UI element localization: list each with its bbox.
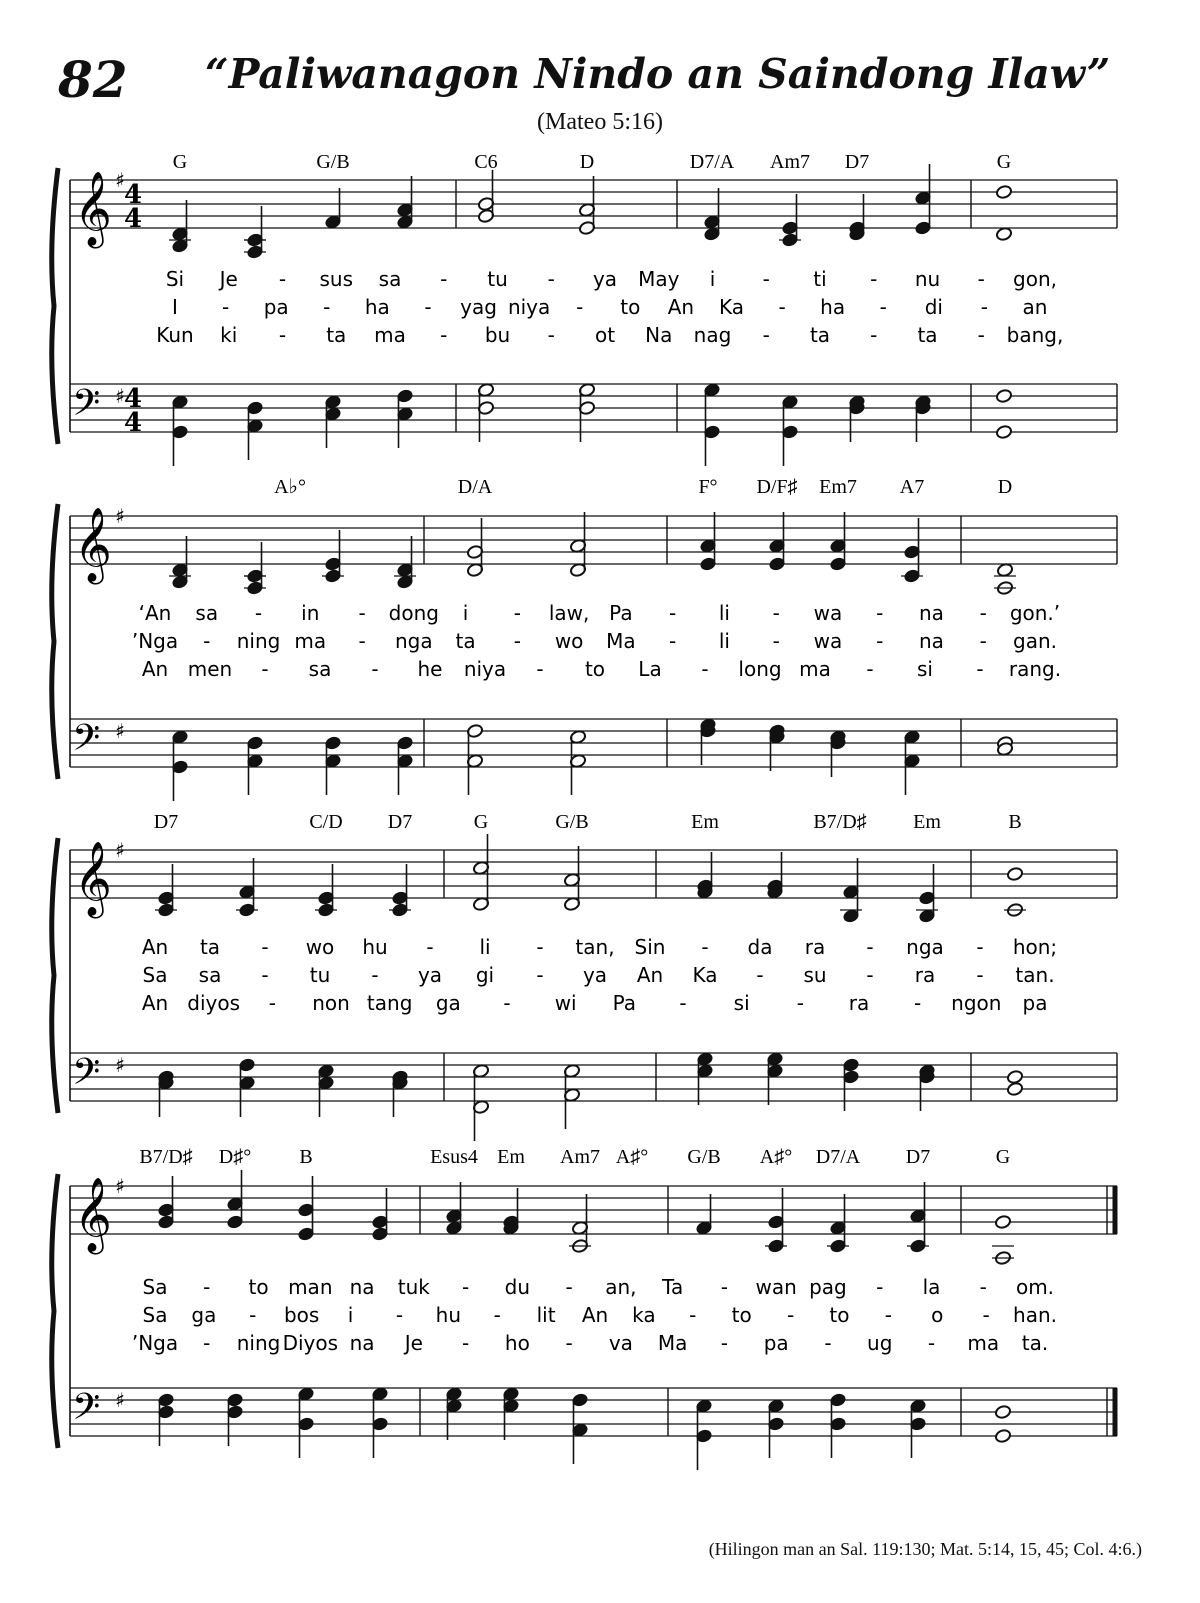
chord-symbol: D7 — [387, 811, 413, 833]
lyric-verse-3: - — [796, 991, 804, 1015]
lyric-verse-2: - — [778, 295, 786, 319]
bass-note-head — [1006, 1069, 1023, 1084]
lyric-verse-1: Ta — [662, 1275, 684, 1299]
lyric-verse-3: - — [440, 323, 448, 347]
lyric-verse-2: - — [424, 295, 432, 319]
chord-symbol: Em7 — [819, 476, 857, 498]
lyric-verse-2: wa — [813, 629, 843, 653]
chord-symbol: G/B — [555, 811, 589, 833]
chord-symbol: D7 — [844, 151, 870, 173]
lyric-verse-3: na — [349, 1331, 375, 1355]
lyric-verse-3: wi — [554, 991, 577, 1015]
lyric-verse-1: Je — [219, 267, 238, 291]
music-system-1 — [52, 151, 1117, 466]
treble-note-head — [995, 226, 1012, 241]
key-signature-sharp-icon: ♯ — [115, 504, 125, 528]
lyric-verse-2: - — [323, 295, 331, 319]
time-signature-top: 4 — [123, 180, 143, 210]
lyric-verse-2: to — [620, 295, 641, 319]
lyric-verse-3: - — [870, 323, 878, 347]
lyric-verse-3: La — [638, 657, 662, 681]
lyric-verse-3: ning — [236, 1331, 281, 1355]
lyric-verse-1: gon, — [1013, 267, 1057, 291]
key-signature-sharp-icon: ♯ — [115, 719, 125, 743]
lyric-verse-1: - — [979, 601, 987, 625]
lyric-verse-1: - — [440, 267, 448, 291]
chord-symbol: D7/A — [815, 1146, 861, 1168]
lyric-verse-2: - — [358, 629, 366, 653]
lyric-verse-2: ning — [236, 629, 281, 653]
lyric-verse-3: - — [547, 323, 555, 347]
lyric-verse-2: - — [756, 963, 764, 987]
lyric-verse-2: bos — [283, 1303, 320, 1327]
lyric-verse-2: - — [689, 1303, 697, 1327]
lyric-verse-2: An — [581, 1303, 609, 1327]
lyric-verse-3: bu — [484, 323, 511, 347]
chord-symbol: D/A — [457, 476, 493, 498]
lyric-verse-1: na — [919, 601, 944, 625]
lyric-verse-1: - — [513, 601, 521, 625]
lyric-verse-1: om. — [1015, 1275, 1055, 1299]
lyric-verse-1: - — [254, 601, 263, 625]
lyric-verse-3: - — [565, 1331, 573, 1355]
lyric-verse-3: - — [278, 323, 287, 347]
lyric-verse-1: - — [701, 935, 709, 959]
lyric-verse-3: Na — [645, 323, 673, 347]
chord-symbol: B7/D♯ — [813, 811, 867, 833]
lyric-verse-2: lit — [536, 1303, 556, 1327]
lyric-verse-1: tu — [487, 267, 508, 291]
chord-symbol: Am7 — [770, 151, 810, 173]
lyric-verse-2: - — [976, 963, 984, 987]
hymn-number: 82 — [58, 50, 128, 109]
lyric-verse-2: - — [979, 629, 987, 653]
lyric-verse-1: - — [720, 1275, 729, 1299]
lyric-verse-3: - — [976, 657, 984, 681]
lyric-verse-1: ya — [592, 267, 618, 291]
lyric-verse-3: - — [268, 991, 276, 1015]
lyric-verse-3: pa — [1022, 991, 1048, 1015]
lyric-verse-2: Sa — [142, 963, 168, 987]
lyric-verse-1: du — [504, 1275, 531, 1299]
lyric-verse-3: Diyos — [282, 1331, 339, 1355]
lyric-verse-2: - — [576, 295, 584, 319]
lyric-verse-1: - — [870, 267, 878, 291]
time-signature-top: 4 — [123, 384, 143, 414]
lyric-verse-3: Pa — [612, 991, 637, 1015]
lyric-verse-1: ‘An — [138, 601, 172, 625]
lyric-verse-3: - — [866, 657, 874, 681]
lyric-verse-1: pag — [809, 1275, 847, 1299]
scripture-reference: (Mateo 5:16) — [537, 109, 663, 135]
lyric-verse-1: - — [762, 267, 770, 291]
music-system-2 — [52, 476, 1117, 801]
lyric-verse-1: - — [426, 935, 434, 959]
chord-symbol: Am7 — [560, 1146, 600, 1168]
lyric-verse-3: ot — [594, 323, 616, 347]
lyric-verse-1: man — [288, 1275, 333, 1299]
bass-note-head — [1006, 1081, 1023, 1096]
lyric-verse-1: Sin — [634, 935, 666, 959]
chord-symbol: D — [579, 151, 595, 173]
lyric-verse-2: - — [786, 1303, 795, 1327]
chord-symbol: A♯° — [759, 1146, 793, 1168]
treble-clef-icon: 𝄞 — [74, 842, 112, 916]
key-signature-sharp-icon: ♯ — [115, 1388, 125, 1412]
lyric-verse-3: diyos — [187, 991, 241, 1015]
chord-symbol: D7 — [905, 1146, 931, 1168]
treble-note-head — [994, 1214, 1011, 1229]
lyric-verse-3: ma — [374, 323, 406, 347]
system-brace — [52, 504, 58, 779]
bass-clef-icon: 𝄢 — [72, 1051, 101, 1102]
chord-symbol: A7 — [899, 476, 925, 498]
bass-clef-icon: 𝄢 — [72, 717, 101, 768]
lyric-verse-2: An — [636, 963, 664, 987]
lyric-verse-3: ho — [504, 1331, 530, 1355]
lyric-verse-1: i — [709, 267, 716, 291]
lyric-verse-1: Si — [165, 267, 185, 291]
lyric-verse-1: ra — [804, 935, 826, 959]
lyric-verse-2: i — [347, 1303, 354, 1327]
lyric-verse-1: sa — [378, 267, 402, 291]
lyric-verse-2: - — [879, 295, 887, 319]
lyric-verse-3: si — [733, 991, 750, 1015]
lyric-verse-2: Ma — [606, 629, 636, 653]
lyric-verse-2: ta — [455, 629, 476, 653]
lyric-verse-1: tan, — [575, 935, 615, 959]
lyric-verse-2: an — [1022, 295, 1048, 319]
chord-symbol: B — [299, 1146, 313, 1168]
key-signature-sharp-icon: ♯ — [115, 168, 125, 192]
lyric-verse-1: da — [747, 935, 773, 959]
lyric-verse-1: na — [349, 1275, 375, 1299]
lyric-verse-3: - — [720, 1331, 729, 1355]
lyric-verse-1: - — [866, 935, 874, 959]
lyric-verse-3: tang — [366, 991, 413, 1015]
lyric-verse-2: - — [669, 629, 677, 653]
lyric-verse-2: o — [931, 1303, 944, 1327]
lyric-verse-3: rang. — [1008, 657, 1062, 681]
bass-clef-icon: 𝄢 — [72, 382, 101, 433]
bass-note-head — [994, 1404, 1011, 1419]
lyric-verse-3: - — [679, 991, 687, 1015]
hymn-title: “Paliwanagon Nindo an Saindong Ilaw” — [205, 50, 1111, 98]
lyric-verse-3: - — [371, 657, 379, 681]
lyric-verse-1: wan — [755, 1275, 797, 1299]
lyric-verse-3: - — [203, 1331, 211, 1355]
lyric-verse-1: sa — [195, 601, 219, 625]
lyric-verse-3: - — [977, 323, 985, 347]
lyric-verse-2: - — [371, 963, 379, 987]
key-signature-sharp-icon: ♯ — [115, 1053, 125, 1077]
lyric-verse-3: ta — [809, 323, 831, 347]
key-signature-sharp-icon: ♯ — [115, 838, 125, 862]
lyric-verse-2: - — [395, 1303, 404, 1327]
lyric-verse-1: Pa — [609, 601, 633, 625]
lyric-verse-1: An — [141, 935, 169, 959]
treble-clef-icon: 𝄞 — [74, 1178, 112, 1252]
lyric-verse-3: long — [738, 657, 782, 681]
chord-symbol: Em — [497, 1146, 525, 1168]
lyric-verse-2: - — [982, 1303, 990, 1327]
lyric-verse-3: An — [141, 991, 169, 1015]
lyric-verse-2: gi — [475, 963, 495, 987]
treble-clef-icon: 𝄞 — [74, 508, 112, 582]
lyric-verse-3: niya — [463, 657, 507, 681]
lyric-verse-2: An — [667, 295, 695, 319]
chord-symbol: D♯° — [218, 1146, 252, 1168]
system-brace — [52, 838, 58, 1113]
lyric-verse-3: men — [187, 657, 233, 681]
lyric-verse-2: - — [249, 1303, 257, 1327]
lyric-verse-1: - — [536, 935, 544, 959]
chord-symbol: G/B — [687, 1146, 721, 1168]
lyric-verse-1: - — [977, 267, 985, 291]
treble-clef-icon: 𝄞 — [74, 172, 112, 246]
lyric-verse-3: va — [608, 1331, 633, 1355]
lyric-verse-3: nag — [693, 323, 732, 347]
lyric-verse-1: hu — [362, 935, 388, 959]
system-brace — [52, 1174, 58, 1448]
lyric-verse-3: he — [417, 657, 443, 681]
lyric-verse-2: to — [829, 1303, 850, 1327]
chord-symbol: D7/A — [689, 151, 735, 173]
chord-symbol: G — [473, 811, 489, 833]
treble-note-head — [995, 184, 1012, 199]
lyric-verse-3: - — [503, 991, 511, 1015]
lyric-verse-2: - — [203, 629, 211, 653]
lyric-verse-3: ta — [917, 323, 938, 347]
lyric-verse-3: ma — [799, 657, 831, 681]
lyric-verse-2: gan. — [1013, 629, 1057, 653]
chord-symbol: D — [997, 476, 1013, 498]
chord-symbol: A♯° — [615, 1146, 649, 1168]
lyric-verse-2: ya — [417, 963, 443, 987]
lyric-verse-3: bang, — [1006, 323, 1064, 347]
lyric-verse-1: May — [638, 267, 680, 291]
lyric-verse-1: - — [358, 601, 366, 625]
chord-symbol: A♭° — [274, 476, 306, 498]
lyric-verse-2: - — [876, 629, 884, 653]
lyric-verse-3: - — [762, 323, 770, 347]
treble-note-head — [1006, 866, 1023, 881]
lyric-verse-3: - — [824, 1331, 832, 1355]
lyric-verse-1: - — [876, 1275, 884, 1299]
music-system-3 — [52, 811, 1117, 1141]
lyric-verse-3: Je — [404, 1331, 423, 1355]
lyric-verse-2: ’Nga — [131, 629, 179, 653]
chord-symbol: D/F♯ — [756, 476, 798, 498]
lyric-verse-1: - — [547, 267, 555, 291]
lyric-verse-3: pa — [763, 1331, 789, 1355]
lyric-verse-2: Sa — [142, 1303, 168, 1327]
lyric-verse-2: tan. — [1015, 963, 1055, 987]
lyric-verse-1: ti — [813, 267, 827, 291]
music-system-4 — [52, 1146, 1117, 1470]
lyric-verse-2: ha — [820, 295, 846, 319]
chord-symbol: G — [996, 151, 1012, 173]
lyric-verse-1: li — [479, 935, 491, 959]
footer-cross-references: (Hilingon man an Sal. 119:130; Mat. 5:14, 15, 45; Col. 4:6.) — [708, 1539, 1142, 1559]
lyric-verse-2: - — [221, 295, 230, 319]
lyric-verse-2: pa — [263, 295, 289, 319]
lyric-verse-2: - — [261, 963, 269, 987]
chord-symbol: G — [172, 151, 188, 173]
lyric-verse-3: Ma — [657, 1331, 688, 1355]
lyric-verse-3: Kun — [156, 323, 194, 347]
key-signature-sharp-icon: ♯ — [115, 384, 125, 408]
chord-symbol: G/B — [316, 151, 350, 173]
lyric-verse-1: la — [922, 1275, 941, 1299]
lyric-verse-2: - — [980, 295, 989, 319]
lyric-verse-2: li — [718, 629, 730, 653]
lyric-verse-3: sa — [308, 657, 332, 681]
lyric-verse-2: tu — [309, 963, 331, 987]
lyric-verse-3: - — [927, 1331, 936, 1355]
lyric-verse-2: - — [513, 629, 521, 653]
lyric-verse-3: - — [261, 657, 269, 681]
lyric-verse-3: ngon — [951, 991, 1002, 1015]
lyric-verse-2: niya — [507, 295, 551, 319]
lyric-verse-1: to — [248, 1275, 269, 1299]
lyric-verse-2: wo — [554, 629, 584, 653]
lyric-verse-2: - — [493, 1303, 501, 1327]
lyric-verse-2: ka — [632, 1303, 656, 1327]
chord-symbol: C/D — [309, 811, 343, 833]
lyric-verse-2: Ka — [692, 963, 718, 987]
lyric-verse-3: - — [914, 991, 922, 1015]
lyric-verse-1: - — [772, 601, 780, 625]
lyric-verse-2: ma — [294, 629, 327, 653]
lyric-verse-3: to — [584, 657, 606, 681]
lyric-verse-1: - — [669, 601, 677, 625]
lyric-verse-1: - — [261, 935, 269, 959]
lyric-verse-2: yag — [460, 295, 497, 319]
lyric-verse-1: sus — [319, 267, 354, 291]
lyric-verse-1: - — [461, 1275, 470, 1299]
lyric-verse-1: tuk — [397, 1275, 430, 1299]
chord-symbol: Em — [913, 811, 941, 833]
lyric-verse-1: wa — [813, 601, 843, 625]
lyric-verse-3: ug — [867, 1331, 893, 1355]
lyric-verse-1: - — [203, 1275, 211, 1299]
chord-symbol: B — [1008, 811, 1022, 833]
lyric-verse-2: na — [919, 629, 944, 653]
bass-note-head — [995, 388, 1012, 403]
bass-note-head — [994, 1428, 1011, 1443]
treble-note-head — [996, 562, 1013, 577]
lyric-verse-1: law, — [548, 601, 590, 625]
lyric-verse-3: si — [917, 657, 933, 681]
lyric-verse-3: - — [701, 657, 709, 681]
chord-symbol: Esus4 — [430, 1146, 478, 1168]
lyric-verse-2: ra — [914, 963, 936, 987]
lyric-verse-2: ha — [364, 295, 390, 319]
lyric-verse-2: hu — [435, 1303, 462, 1327]
bass-clef-icon: 𝄢 — [72, 1386, 101, 1437]
lyric-verse-1: i — [462, 601, 469, 625]
system-brace — [52, 168, 58, 444]
lyric-verse-3: non — [312, 991, 350, 1015]
lyric-verse-1: nga — [906, 935, 944, 959]
lyric-verse-1: gon.’ — [1009, 601, 1061, 625]
lyric-verse-1: ta — [199, 935, 221, 959]
lyric-verse-2: - — [536, 963, 544, 987]
time-signature-bottom: 4 — [123, 204, 143, 234]
chord-symbol: F° — [698, 476, 718, 498]
chord-symbol: D7 — [153, 811, 179, 833]
key-signature-sharp-icon: ♯ — [115, 1174, 125, 1198]
lyric-verse-2: ya — [582, 963, 608, 987]
lyric-verse-2: I — [172, 295, 178, 319]
lyric-verse-1: an, — [605, 1275, 637, 1299]
lyric-verse-1: - — [565, 1275, 573, 1299]
lyric-verse-2: - — [866, 963, 874, 987]
lyric-verse-1: - — [979, 1275, 987, 1299]
lyric-verse-2: - — [772, 629, 780, 653]
lyric-verse-2: ga — [191, 1303, 217, 1327]
lyric-verse-2: nga — [395, 629, 433, 653]
lyric-verse-2: Ka — [718, 295, 744, 319]
lyric-verse-3: ra — [848, 991, 870, 1015]
lyric-verse-3: An — [141, 657, 169, 681]
lyric-verse-1: dong — [388, 601, 439, 625]
bass-note-head — [995, 424, 1012, 439]
lyric-verse-2: su — [803, 963, 827, 987]
lyric-verse-3: ma — [967, 1331, 1000, 1355]
lyric-verse-1: - — [876, 601, 884, 625]
lyric-verse-2: han. — [1013, 1303, 1057, 1327]
lyric-verse-1: - — [976, 935, 984, 959]
lyric-verse-3: ki — [220, 323, 238, 347]
lyric-verse-3: ga — [435, 991, 461, 1015]
chord-symbol: B7/D♯ — [139, 1146, 193, 1168]
time-signature-bottom: 4 — [123, 408, 143, 438]
chord-symbol: Em — [691, 811, 719, 833]
lyric-verse-1: in — [301, 601, 320, 625]
lyric-verse-1: wo — [305, 935, 335, 959]
lyric-verse-2: di — [924, 295, 943, 319]
lyric-verse-1: - — [278, 267, 287, 291]
chord-symbol: G — [995, 1146, 1011, 1168]
lyric-verse-3: ta. — [1021, 1331, 1049, 1355]
lyric-verse-1: hon; — [1012, 935, 1058, 959]
lyric-verse-3: ’Nga — [131, 1331, 179, 1355]
lyric-verse-3: - — [461, 1331, 470, 1355]
chord-symbol: C6 — [474, 151, 498, 173]
lyric-verse-1: Sa — [142, 1275, 168, 1299]
lyric-verse-2: to — [731, 1303, 752, 1327]
lyric-verse-3: ta — [326, 323, 347, 347]
lyric-verse-1: li — [718, 601, 730, 625]
lyric-verse-3: - — [536, 657, 544, 681]
lyric-verse-1: nu — [914, 267, 941, 291]
lyric-verse-2: sa — [198, 963, 222, 987]
lyric-verse-2: - — [884, 1303, 892, 1327]
